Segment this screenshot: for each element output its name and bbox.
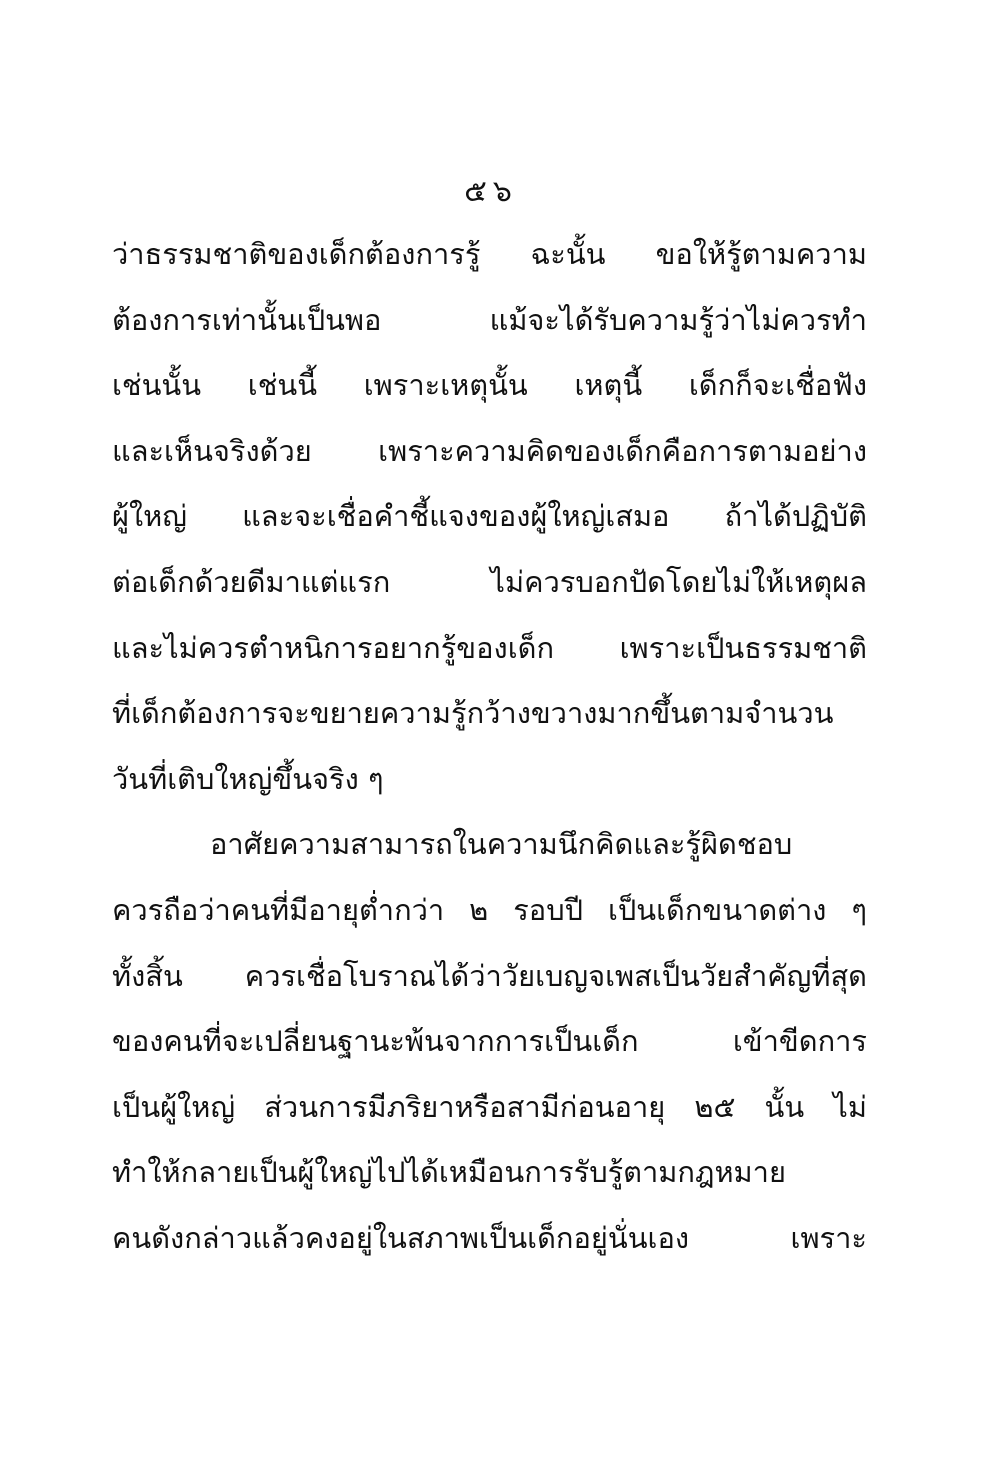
text-line: ของคนที่จะเปลี่ยนฐานะพ้นจากการเป็นเด็ก เข้าขีดการ bbox=[112, 1024, 867, 1059]
text-line: ต้องการเท่านั้นเป็นพอ แม้จะได้รับความรู้ว่าไม่ควรทำ bbox=[112, 302, 867, 337]
text-line: คนดังกล่าวแล้วคงอยู่ในสภาพเป็นเด็กอยู่นั่นเอง เพราะ bbox=[112, 1220, 867, 1255]
text-line: ทำให้กลายเป็นผู้ใหญ่ไปได้เหมือนการรับรู้ตามกฎหมาย bbox=[112, 1155, 786, 1190]
text-line: ที่เด็กต้องการจะขยายความรู้กว้างขวางมากขึ้นตามจำนวน bbox=[112, 696, 834, 731]
text-line: เป็นผู้ใหญ่ ส่วนการมีภริยาหรือสามีก่อนอายุ ๒๕ นั้น ไม่ bbox=[112, 1089, 867, 1124]
text-line: ผู้ใหญ่ และจะเชื่อคำชี้แจงของผู้ใหญ่เสมอ ถ้าได้ปฏิบัติ bbox=[112, 499, 867, 534]
text-line: และไม่ควรตำหนิการอยากรู้ของเด็ก เพราะเป็นธรรมชาติ bbox=[112, 630, 867, 665]
page-number: ๕๖ bbox=[464, 174, 518, 209]
text-line: และเห็นจริงด้วย เพราะความคิดของเด็กคือการตามอย่าง bbox=[112, 433, 867, 468]
text-line: ทั้งสิ้น ควรเชื่อโบราณได้ว่าวัยเบญจเพสเป็นวัยสำคัญที่สุด bbox=[112, 958, 867, 993]
paragraph-first-line: อาศัยความสามารถในความนึกคิดและรู้ผิดชอบ bbox=[210, 827, 793, 862]
text-line: ต่อเด็กด้วยดีมาแต่แรก ไม่ควรบอกปัดโดยไม่ให้เหตุผล bbox=[112, 564, 867, 599]
text-line: ควรถือว่าคนที่มีอายุต่ำกว่า ๒ รอบปี เป็นเด็กขนาดต่าง ๆ bbox=[112, 892, 867, 927]
text-line: เช่นนั้น เช่นนี้ เพราะเหตุนั้น เหตุนี้ เด็กก็จะเชื่อฟัง bbox=[112, 368, 867, 403]
text-line: วันที่เติบใหญ่ขึ้นจริง ๆ bbox=[112, 761, 384, 796]
body-text bbox=[112, 222, 867, 1272]
text-line: ว่าธรรมชาติของเด็กต้องการรู้ ฉะนั้น ขอให้รู้ตามความ bbox=[112, 237, 867, 271]
